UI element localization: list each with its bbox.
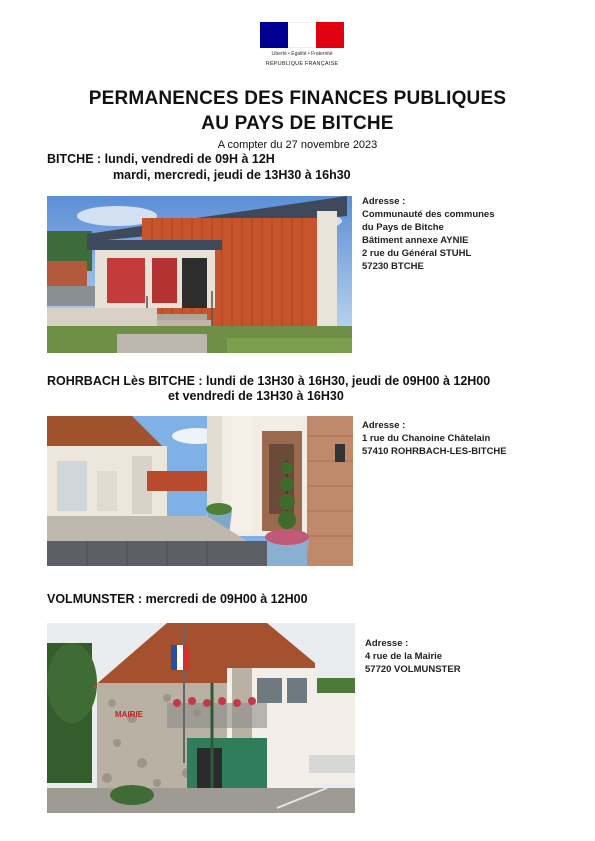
logo-country-name: RÉPUBLIQUE FRANÇAISE (265, 61, 339, 67)
rohrbach-schedule-line-2: et vendredi de 13H30 à 16H30 (168, 389, 344, 403)
bitche-schedule-line-1: BITCHE : lundi, vendredi de 09H à 12H (47, 152, 275, 166)
page-title-line-1: PERMANENCES DES FINANCES PUBLIQUES (88, 88, 507, 109)
volmunster-schedule-line-1: VOLMUNSTER : mercredi de 09H00 à 12H00 (47, 592, 308, 606)
rohrbach-address-line: 1 rue du Chanoine Châtelain (362, 433, 491, 444)
volmunster-address-line: 57720 VOLMUNSTER (365, 664, 461, 675)
rohrbach-address-line: 57410 ROHRBACH-LES-BITCHE (362, 446, 507, 457)
page-title-line-2: AU PAYS DE BITCHE (201, 113, 394, 134)
logo-motto: Liberté • Égalité • Fraternité (271, 51, 333, 57)
effective-date: A compter du 27 novembre 2023 (217, 139, 378, 151)
bitche-address-line: du Pays de Bitche (362, 222, 444, 233)
volmunster-mairie-photo (47, 623, 355, 813)
rohrbach-address-label: Adresse : (362, 420, 406, 431)
bitche-address-label: Adresse : (362, 196, 406, 207)
bitche-address-line: Bâtiment annexe AYNIE (362, 235, 469, 246)
rohrbach-schedule-line-1: ROHRBACH Lès BITCHE : lundi de 13H30 à 16H30, jeudi de 09H00 à 12H00 (47, 374, 491, 388)
bitche-schedule-line-2: mardi, mercredi, jeudi de 13H30 à 16h30 (113, 168, 351, 182)
bitche-address-line: 57230 BTCHE (362, 261, 424, 272)
republique-francaise-logo (258, 20, 346, 70)
volmunster-address-block (365, 637, 461, 676)
french-flag-emblem (260, 22, 344, 48)
volmunster-address-line: 4 rue de la Mairie (365, 651, 443, 662)
bitche-address-line: Communauté des communes (362, 209, 495, 220)
bitche-address-block (362, 195, 495, 273)
rohrbach-building-photo (47, 416, 353, 566)
volmunster-address-label: Adresse : (365, 638, 409, 649)
rohrbach-address-block (362, 419, 507, 458)
bitche-building-photo (47, 196, 352, 353)
bitche-address-line: 2 rue du Général STUHL (362, 248, 472, 259)
mairie-sign: MAIRIE (115, 710, 143, 719)
